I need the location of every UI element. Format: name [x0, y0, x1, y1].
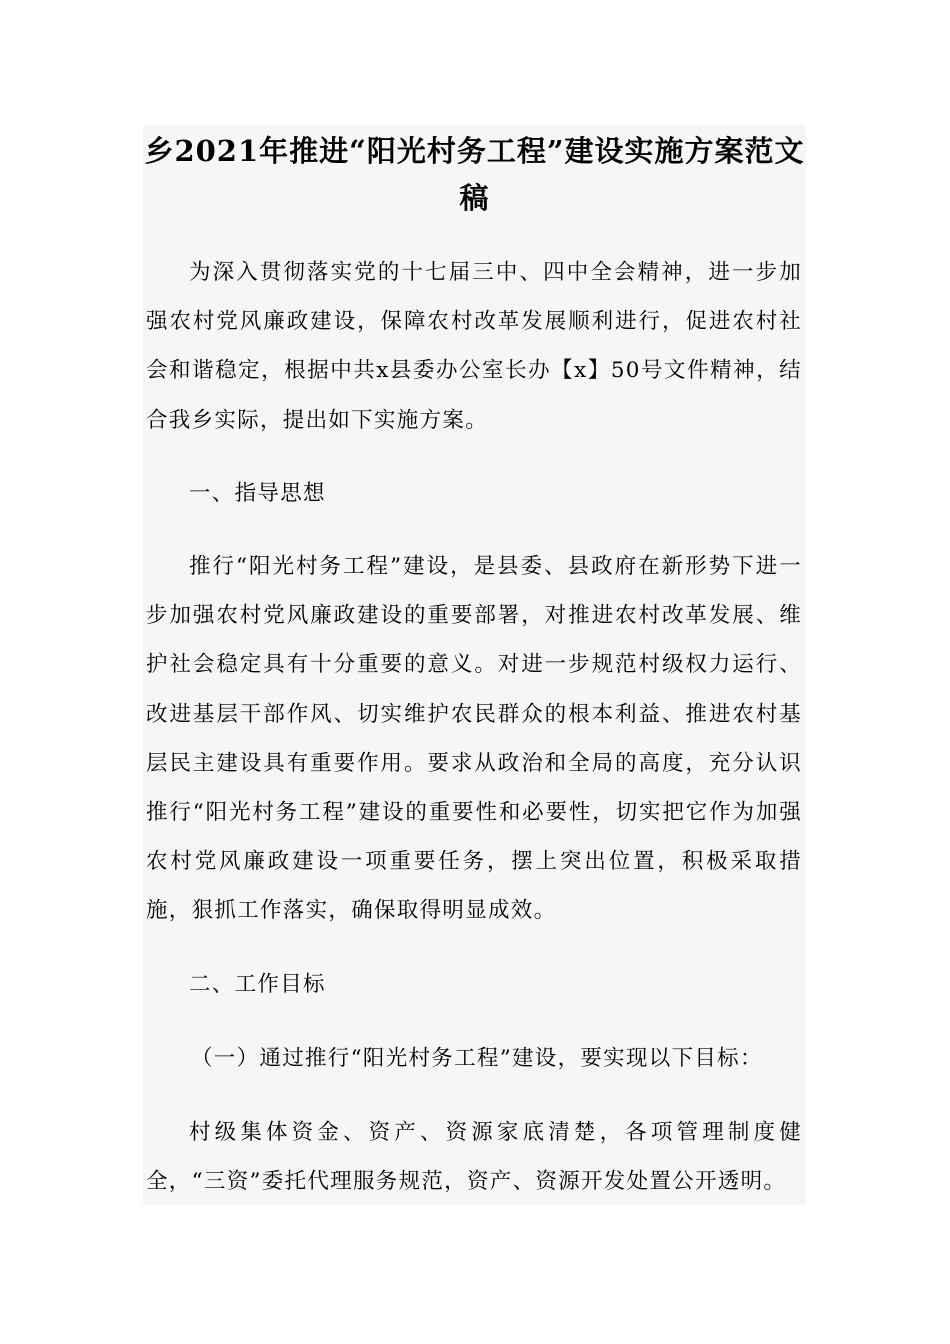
section-body-work-goals: 村级集体资金、资产、资源家底清楚，各项管理制度健全，“三资”委托代理服务规范，资产、资源开发处置公开透明。 [146, 1120, 802, 1195]
document-title: 乡2021年推进“阳光村务工程”建设实施方案范文稿 [144, 134, 805, 215]
section-body-guiding-ideology: 推行“阳光村务工程”建设，是县委、县政府在新形势下进一步加强农村党风廉政建设的重要部署，对推进农村改革发展、维护社会稳定具有十分重要的意义。对进一步规范村级权力运行、改进基层干部作风、切实维护农民群众的根本利益、推进农村基层民主建设具有重要作用。要求从政治和全局的高度，充分认识推行“阳光村务工程”建设的重要性和必要性，切实把它作为加强农村党风廉政建设一项重要任务，摆上突出位置，积极采取措施，狠抓工作落实，确保取得明显成效。 [146, 554, 802, 924]
section-heading-work-goals: 二、工作目标 [189, 972, 326, 997]
intro-paragraph: 为深入贯彻落实党的十七届三中、四中全会精神，进一步加强农村党风廉政建设，保障农村改革发展顺利进行，促进农村社会和谐稳定，根据中共x县委办公室长办【x】50号文件精神，结合我乡实际，提出如下实施方案。 [146, 260, 802, 433]
subsection-heading-goals: （一）通过推行“阳光村务工程”建设，要实现以下目标： [191, 1046, 763, 1071]
section-heading-guiding-ideology: 一、指导思想 [189, 481, 326, 506]
